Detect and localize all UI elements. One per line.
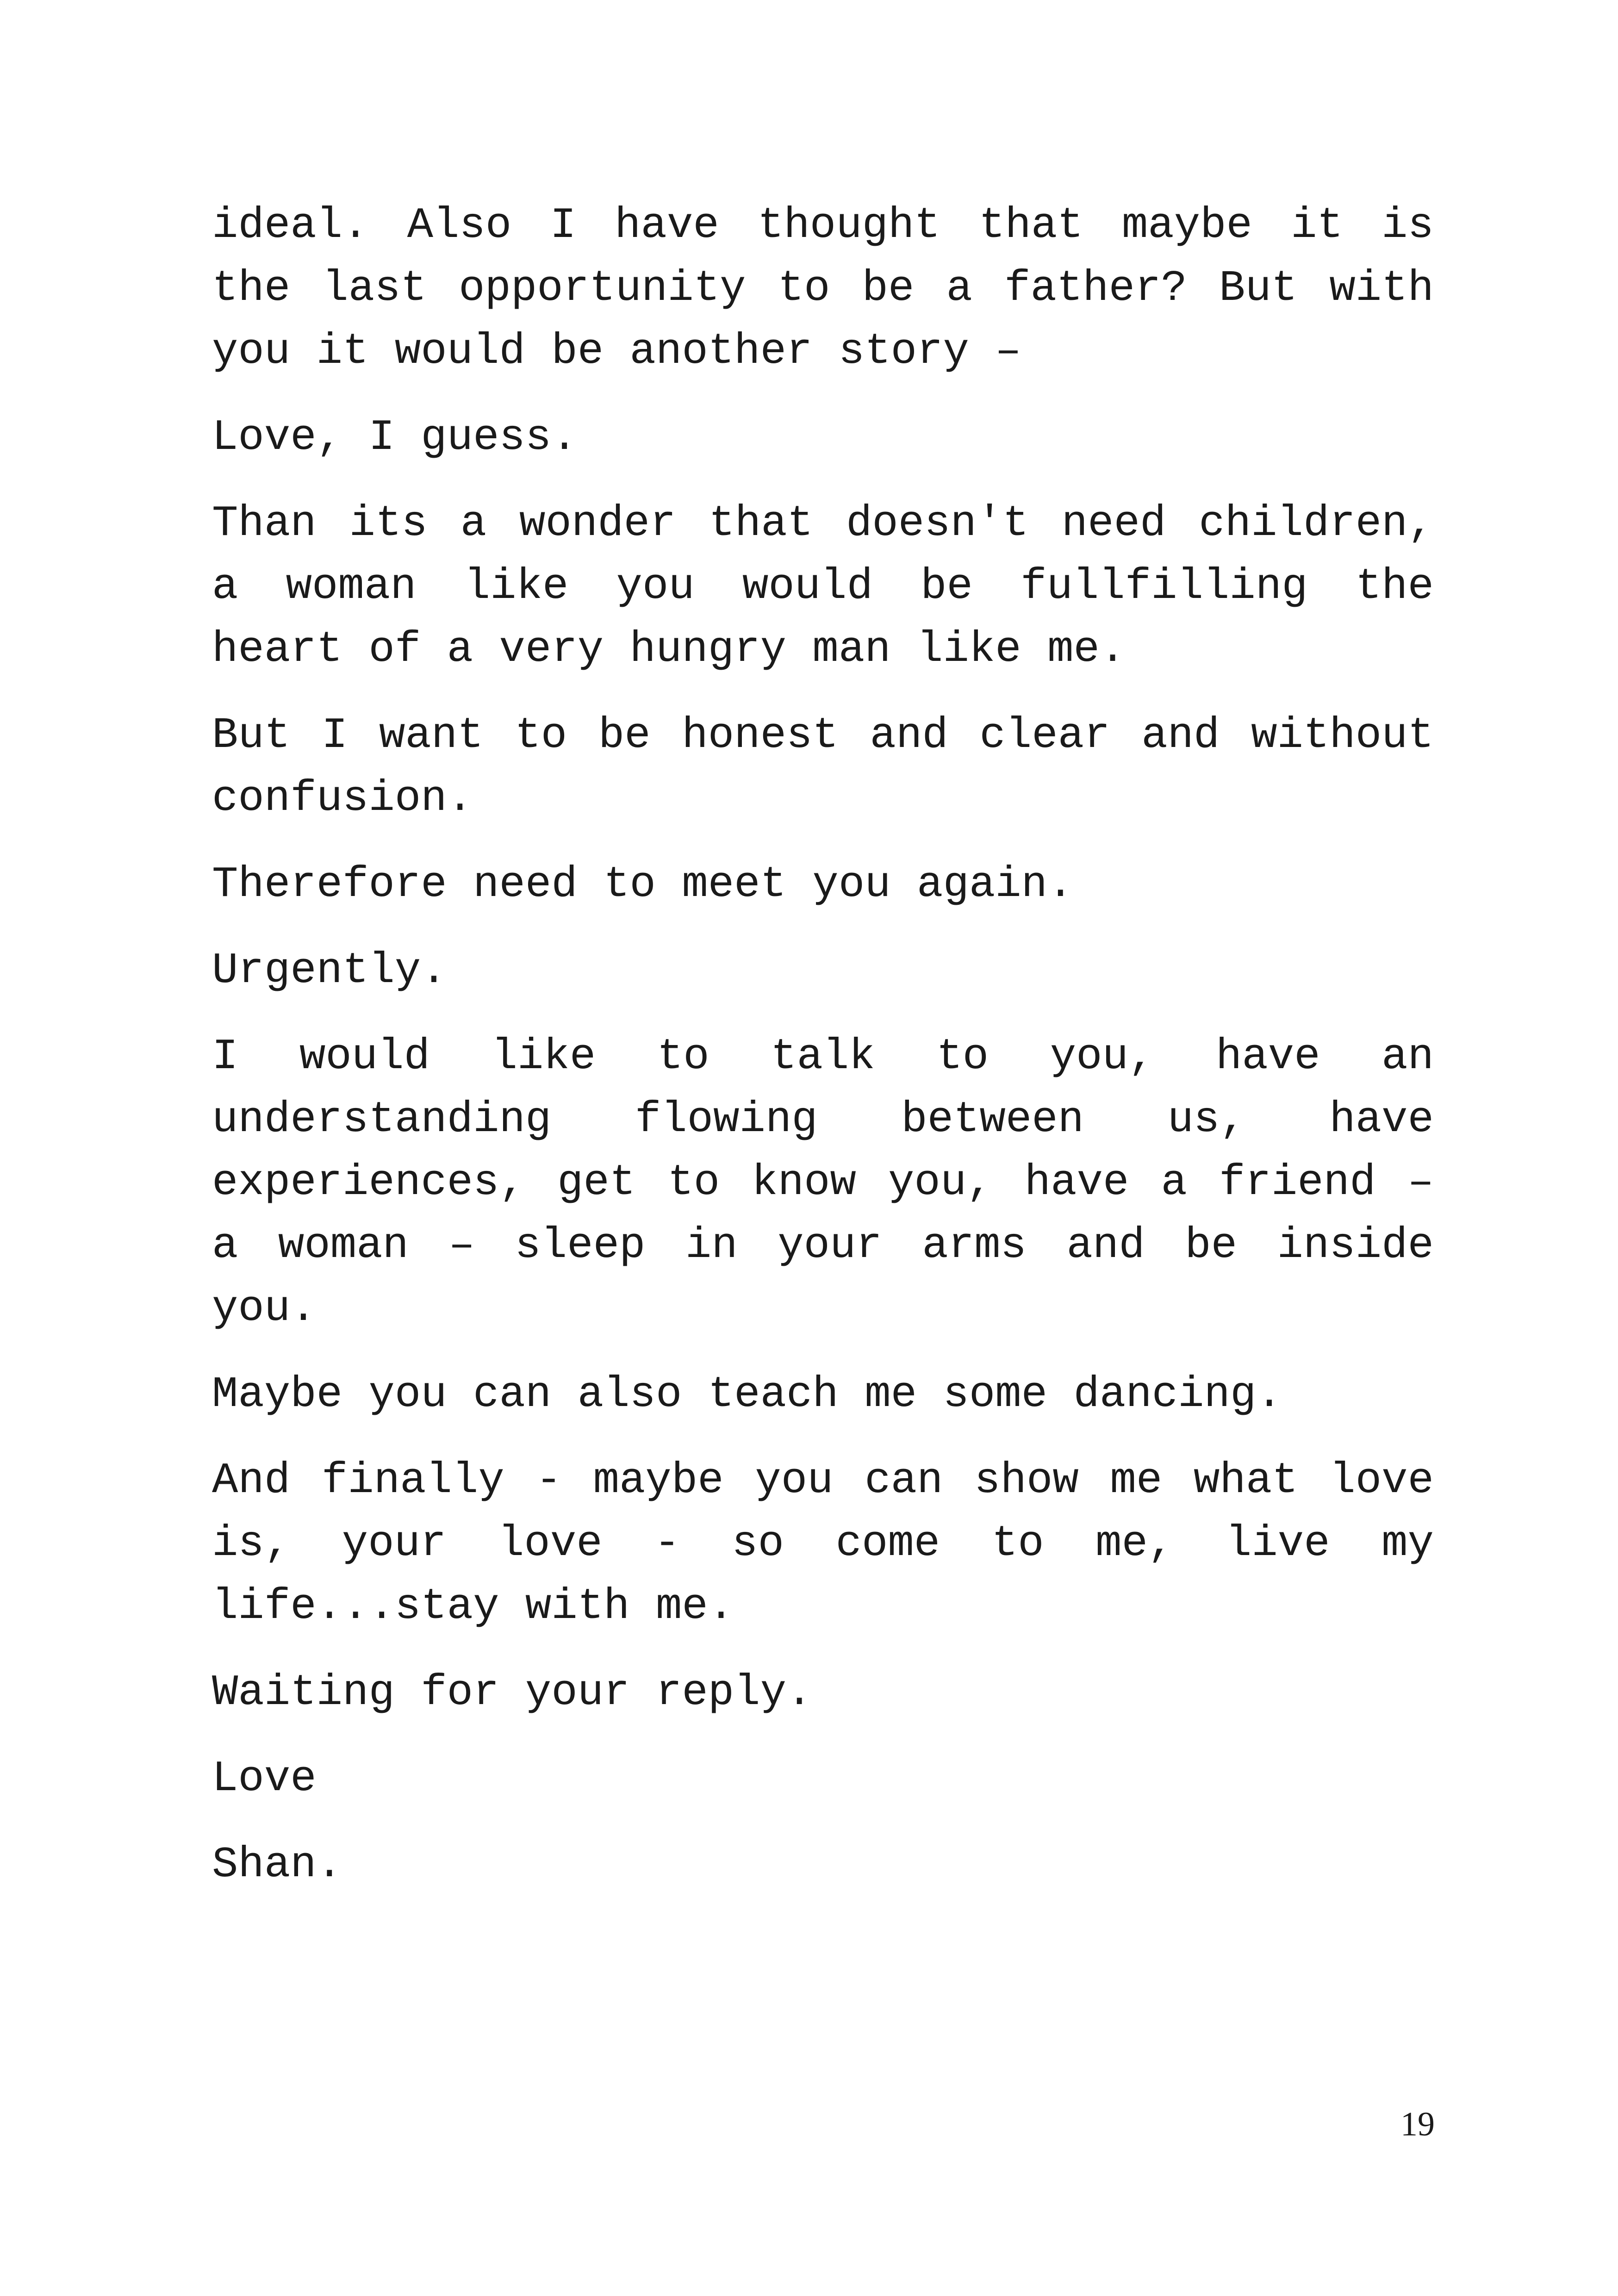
paragraph: Waiting for your reply. bbox=[212, 1668, 813, 1717]
paragraph: But I want to be honest and clear and without confusion. bbox=[212, 711, 1434, 823]
paragraph: Therefore need to meet you again. bbox=[212, 860, 1074, 909]
paragraph: And finally - maybe you can show me what love is, your love - so come to me, live my life...stay with me. bbox=[212, 1456, 1434, 1631]
signature: Shan. bbox=[212, 1841, 343, 1890]
letter-body bbox=[212, 194, 1434, 1920]
paragraph: I would like to talk to you, have an understanding flowing between us, have experiences, get to know you, have a friend – a woman – sleep in your arms and be inside you. bbox=[212, 1033, 1434, 1333]
closing-salutation: Love bbox=[212, 1755, 317, 1804]
page-number: 19 bbox=[1400, 2105, 1435, 2143]
paragraph: Than its a wonder that doesn't need children, a woman like you would be fullfilling the heart of a very hungry man like me. bbox=[212, 499, 1434, 674]
paragraph: Maybe you can also teach me some dancing. bbox=[212, 1370, 1282, 1419]
paragraph: ideal. Also I have thought that maybe it is the last opportunity to be a father? But with you it would be another story – bbox=[212, 201, 1434, 376]
paragraph: Urgently. bbox=[212, 946, 447, 996]
paragraph: Love, I guess. bbox=[212, 413, 578, 462]
